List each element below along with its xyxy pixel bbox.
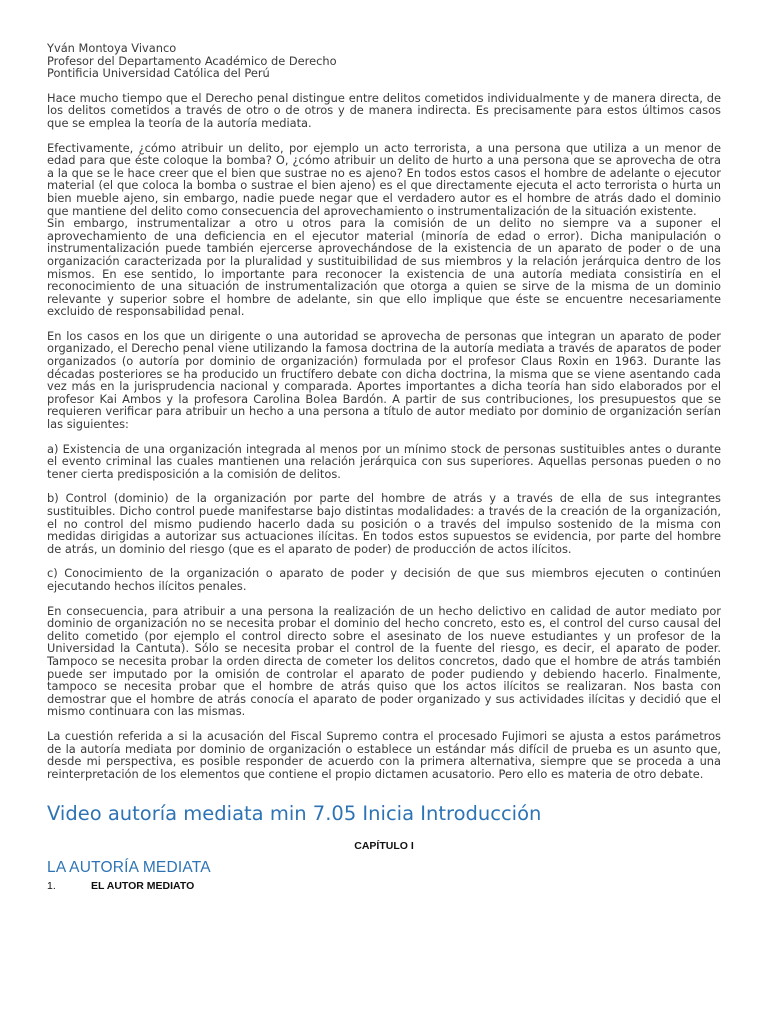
section-heading: LA AUTORÍA MEDIATA: [47, 858, 211, 876]
subsection-number: 1.: [47, 880, 56, 893]
paragraph-requirement-a: a) Existencia de una organización integrada al menos por un mínimo stock de personas sustituibles antes o durante el evento criminal las cuales mantienen una relación jerárquica con sus superiores. Aquellas personas pueden o no tener cierta predisposición a la comisión de delitos.: [47, 441, 721, 481]
subsection-heading: [47, 880, 721, 893]
paragraph-instrumentalization: Sin embargo, instrumentalizar a otro u otros para la comisión de un delito no siempre va a suponer el aprovechamiento de una deficiencia en el ejecutor material (minoría de edad o error). Dicha manipulación o instrumentalización puede también ejercerse aprovechándose de la existencia de un aparato de poder o de una organización caracterizada por la pluralidad y sustituibilidad de sus miembros y la relación jerárquica dentro de los mismos. En ese sentido, lo importante para reconocer la existencia de una autoría mediata consistiría en el reconocimiento de una situación de instrumentalización que otorga a quien se sirve de la misma de un dominio relevante y superior sobre el hombre de adelante, sin que ello implique que éste se encuentre necesariamente excluido de responsabilidad penal.: [47, 216, 721, 319]
paragraph-consequence: En consecuencia, para atribuir a una persona la realización de un hecho delictivo en calidad de autor mediato por dominio de organización no se necesita probar el dominio del hecho concreto, esto es, el control del curso causal del delito cometido (por ejemplo el control directo sobre el asesinato de los nueve estudiantes y un profesor de la Universidad la Cantuta). Sólo se necesita probar el control de la fuente del riesgo, es decir, el aparato de poder. Tampoco se necesita probar la orden directa de cometer los delitos concretos, dado que el hombre de atrás también puede ser imputado por la omisión de controlar el aparato de poder pudiendo y debiendo hacerlo. Finalmente, tampoco se necesita probar que el hombre de atrás quiso que los actos ilícitos se realizaran. Nos basta con demostrar que el hombre de atrás conocía el aparato de poder organizado y sus actividades ilícitas y decidió que el mismo continuara con las mismas.: [47, 603, 721, 719]
author-block: [47, 42, 721, 80]
author-institution: Pontificia Universidad Católica del Perú: [47, 66, 270, 81]
author-name: Yván Montoya Vivanco: [47, 41, 177, 55]
video-link-heading[interactable]: Video autoría mediata min 7.05 Inicia Introducción: [47, 802, 542, 826]
paragraph-requirement-b: b) Control (dominio) de la organización por parte del hombre de atrás y a través de ella de sus integrantes sustituibles. Dicho control puede manifestarse bajo distintas modalidades: a través de la creación de la organización, el no control del mismo pudiendo hacerlo dada su posición o a través del impulso sostenido de la misma con medidas dirigidas a autorizar sus actuaciones ilícitas. En todos estos supuestos se evidencia, por parte del hombre de atrás, un dominio del riesgo (que es el aparato de poder) de producción de actos ilícitos.: [47, 491, 721, 556]
chapter-label: CAPÍTULO I: [354, 840, 414, 853]
paragraph-intro: Hace mucho tiempo que el Derecho penal distingue entre delitos cometidos individualmente y de manera directa, de los delitos cometidos a través de otro o de otros y de manera indirecta. Es precisamente para estos últimos casos que se emplea la teoría de la autoría mediata.: [47, 90, 721, 130]
paragraph-conclusion: La cuestión referida a si la acusación del Fiscal Supremo contra el procesado Fujimori se ajusta a estos parámetros de la autoría mediata por dominio de organización o establece un estándar más difícil de prueba es un asunto que, desde mi perspectiva, es posible responder de acuerdo con la primera alternativa, siempre que se proceda a una reinterpretación de los elementos que contiene el propio dictamen acusatorio. Pero ello es materia de otro debate.: [47, 728, 721, 781]
subsection-title: EL AUTOR MEDIATO: [91, 880, 195, 893]
paragraph-roxin-doctrine: En los casos en los que un dirigente o una autoridad se aprovecha de personas que integran un aparato de poder organizado, el Derecho penal viene utilizando la famosa doctrina de la autoría mediata a través de aparatos de poder organizados (o autoría por dominio de organización) formulada por el profesor Claus Roxin en 1963. Durante las décadas posteriores se ha producido un fructífero debate con dicha doctrina, la misma que se viene asentando cada vez más en la jurisprudencia nacional y comparada. Aportes importantes a dicha teoría han sido elaborados por el profesor Kai Ambos y la profesora Carolina Bolea Bardón. A partir de sus contribuciones, los presupuestos que se requieren verificar para atribuir un hecho a una persona a título de autor mediato por dominio de organización serían las siguientes:: [47, 328, 721, 432]
paragraph-examples: Efectivamente, ¿cómo atribuir un delito, por ejemplo un acto terrorista, a una persona que utiliza a un menor de edad para que éste coloque la bomba? O, ¿cómo atribuir un delito de hurto a una persona que se aprovecha de otra a la que se le hace creer que el bien que sustrae no es ajeno? En todos estos casos el hombre de adelante o ejecutor material (el que coloca la bomba o sustrae el bien ajeno) es el que directamente ejecuta el acto terrorista o hurta un bien mueble ajeno, sin embargo, nadie puede negar que el verdadero autor es el hombre de atrás dado el dominio que mantiene del delito como consecuencia del aprovechamiento o instrumentalización de la situación existente.: [47, 140, 721, 218]
author-position: Profesor del Departamento Académico de Derecho: [47, 53, 337, 68]
paragraph-requirement-c: c) Conocimiento de la organización o aparato de poder y decisión de que sus miembros ejecuten o continúen ejecutando hechos ilícitos penales.: [47, 566, 721, 593]
